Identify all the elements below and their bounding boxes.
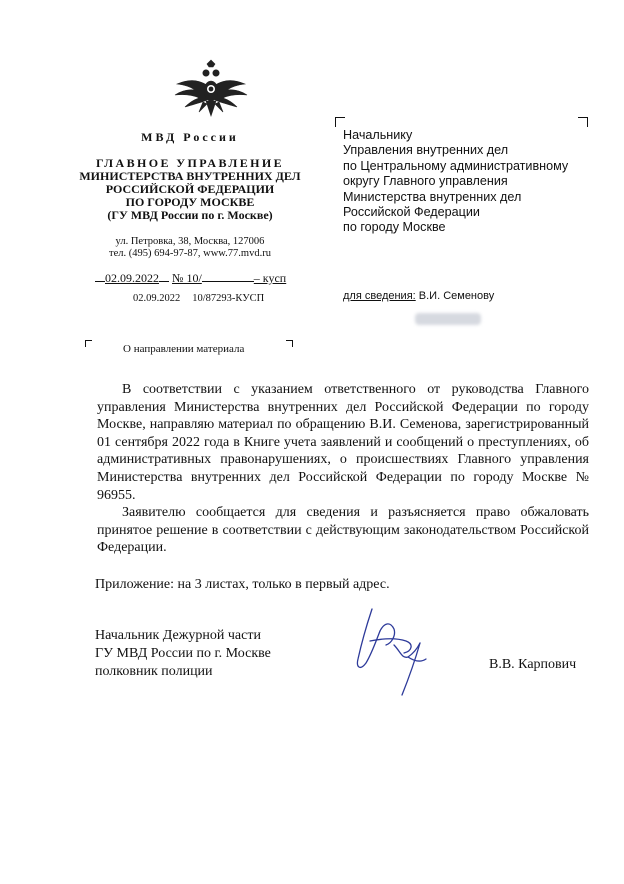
recipient-line: по городу Москве — [343, 220, 446, 235]
recipient-line: Министерства внутренних дел — [343, 189, 522, 204]
recipient-line: Российской Федерации — [343, 205, 480, 220]
subject-bracket-left — [85, 340, 92, 347]
subject-bracket-right — [286, 340, 293, 347]
registration-number-prefix: № 10/ — [172, 271, 202, 285]
position-line: полковник полиции — [95, 663, 213, 679]
stamp-date: 02.09.2022 — [133, 293, 181, 304]
copy-label: для сведения: — [343, 290, 416, 302]
attachment-note: Приложение: на 3 листах, только в первый адрес. — [95, 577, 390, 592]
recipient-block — [343, 128, 568, 236]
signatory-position — [95, 627, 271, 680]
recipient-bracket-right — [578, 117, 588, 127]
body-paragraph: Заявителю сообщается для сведения и разъясняется право обжаловать принятое решение в соответствии с действующим законодательством Российской Федерации. — [97, 505, 589, 556]
address-line: ул. Петровка, 38, Москва, 127006 — [115, 236, 265, 247]
org-name-line: (ГУ МВД России по г. Москве) — [107, 208, 273, 222]
signatory-name: В.В. Карпович — [489, 657, 577, 672]
position-line: Начальник Дежурной части — [95, 628, 261, 643]
copy-name: В.И. Семенову — [418, 290, 495, 302]
letter-subject: О направлении материала — [123, 343, 245, 355]
stamp-number: 10/87293-КУСП — [192, 293, 265, 304]
recipient-line: Управления внутренних дел — [343, 143, 509, 158]
recipient-line: округу Главного управления — [343, 174, 508, 189]
handwritten-signature — [350, 601, 440, 699]
recipient-line: Начальнику — [343, 128, 413, 142]
org-address — [25, 236, 355, 260]
org-name-line: ПО ГОРОДУ МОСКВЕ — [125, 195, 255, 209]
position-line: ГУ МВД России по г. Москве — [95, 645, 271, 661]
recipient-bracket-left — [335, 117, 345, 127]
incoming-stamp — [133, 293, 264, 304]
redacted-email — [415, 313, 481, 325]
org-full-name — [25, 157, 355, 222]
address-line: тел. (495) 694-97-87, www.77.mvd.ru — [109, 248, 271, 259]
letter-body — [97, 381, 589, 557]
recipient-line: по Центральному административному — [343, 158, 569, 173]
mvd-eagle-emblem-icon — [173, 58, 249, 120]
org-name-line: МИНИСТЕРСТВА ВНУТРЕННИХ ДЕЛ — [79, 169, 301, 183]
copy-recipient — [343, 290, 494, 302]
org-name-line: ГЛАВНОЕ УПРАВЛЕНИЕ — [95, 156, 285, 170]
body-paragraph: В соответствии с указанием ответственного от руководства Главного управления Министерства внутренних дел Российской Федерации по городу Москве, направляю материал по обращению В.И. Семенова, зарегистрированный 01 сентября 2022 года в Книге учета заявлений и сообщений о преступлениях, об административных правонарушениях, о происшествиях Главного управления Министерства внутренних дел Российской Федерации по городу Москве № 96955. — [97, 382, 589, 503]
org-short-name: МВД России — [141, 130, 239, 144]
registration-number-suffix: – кусп — [253, 271, 287, 285]
org-name-line: РОССИЙСКОЙ ФЕДЕРАЦИИ — [105, 182, 275, 196]
registration-date: 02.09.2022 — [105, 271, 159, 285]
registration-line — [95, 271, 307, 286]
